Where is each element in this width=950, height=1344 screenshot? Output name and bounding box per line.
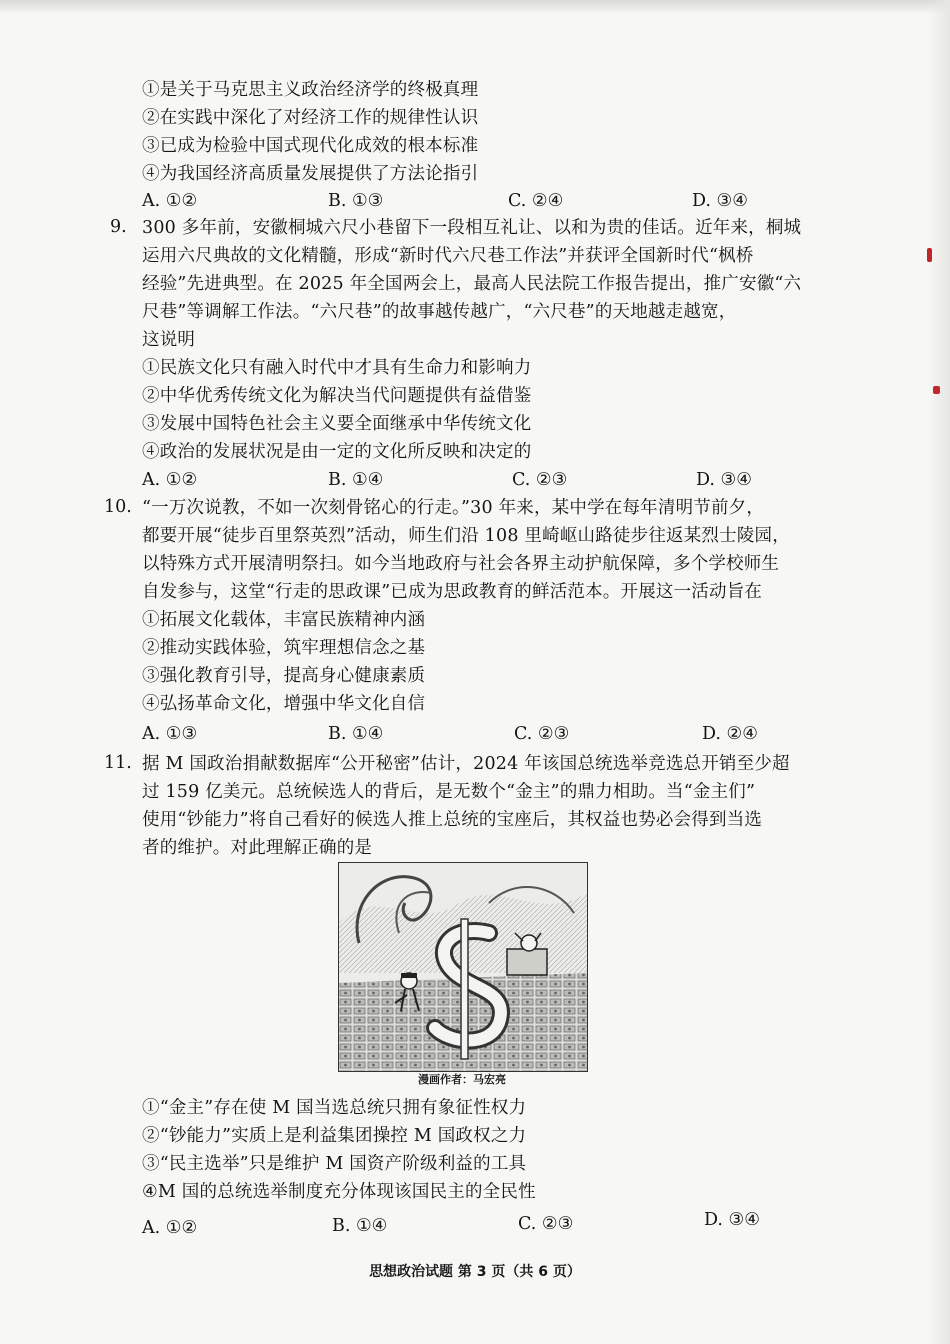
- q10-stem-line-4: 自发参与，这堂“行走的思政课”已成为思政教育的鲜活范本。开展这一活动旨在: [142, 582, 763, 602]
- q11-number: 11.: [104, 753, 132, 773]
- q9-option-4: ④政治的发展状况是由一定的文化所反映和决定的: [142, 442, 532, 462]
- cartoon-caption: 漫画作者：马宏亮: [418, 1073, 506, 1086]
- q9-option-3: ③发展中国特色社会主义要全面继承中华传统文化: [142, 414, 532, 434]
- q10-option-3: ③强化教育引导，提高身心健康素质: [142, 666, 426, 686]
- q8-choice-d[interactable]: D. ③④: [692, 191, 748, 211]
- q11-stem-line-3: 使用“钞能力”将自己看好的候选人推上总统的宝座后，其权益也势必会得到当选: [142, 810, 763, 830]
- scan-red-mark: [927, 248, 932, 262]
- q11-choices: [142, 1210, 792, 1238]
- q10-choice-a[interactable]: A. ①③: [142, 724, 198, 744]
- q11-choice-d[interactable]: D. ③④: [704, 1210, 760, 1230]
- q10-stem-line-3: 以特殊方式开展清明祭扫。如今当地政府与社会各界主动护航保障，多个学校师生: [142, 554, 780, 574]
- q9-option-1: ①民族文化只有融入时代中才具有生命力和影响力: [142, 358, 532, 378]
- scan-top-shadow: [0, 0, 950, 14]
- page-footer: 思想政治试题 第 3 页（共 6 页）: [369, 1264, 581, 1280]
- q8-option-1: ①是关于马克思主义政治经济学的终极真理: [142, 80, 479, 100]
- q8-choices: [142, 187, 792, 215]
- q8-option-3: ③已成为检验中国式现代化成效的根本标准: [142, 136, 479, 156]
- q11-choice-a[interactable]: A. ①②: [142, 1218, 198, 1238]
- q11-choice-c[interactable]: C. ②③: [518, 1214, 574, 1234]
- q10-option-4: ④弘扬革命文化，增强中华文化自信: [142, 694, 426, 714]
- q9-choice-b[interactable]: B. ①④: [328, 470, 384, 490]
- q9-stem-line-2: 运用六尺典故的文化精髓，形成“新时代六尺巷工作法”并获评全国新时代“枫桥: [142, 246, 754, 266]
- q8-option-4: ④为我国经济高质量发展提供了方法论指引: [142, 164, 479, 184]
- q10-option-2: ②推动实践体验，筑牢理想信念之基: [142, 638, 426, 658]
- q9-choice-a[interactable]: A. ①②: [142, 470, 198, 490]
- q10-number: 10.: [104, 497, 132, 517]
- scan-right-edge: [928, 0, 950, 1344]
- q11-choice-b[interactable]: B. ①④: [332, 1216, 388, 1236]
- q11-stem-line-1: 据 M 国政治捐献数据库“公开秘密”估计，2024 年该国总统选举竞选总开销至少超: [142, 754, 790, 774]
- q9-stem-line-3: 经验”先进典型。在 2025 年全国两会上，最高人民法院工作报告提出，推广安徽“六: [142, 274, 802, 294]
- q11-option-1: ①“金主”存在使 M 国当选总统只拥有象征性权力: [142, 1098, 527, 1118]
- q8-choice-b[interactable]: B. ①③: [328, 191, 384, 211]
- q8-choice-c[interactable]: C. ②④: [508, 191, 564, 211]
- q9-number: 9.: [110, 217, 127, 237]
- q10-stem-line-1: “一万次说教，不如一次刻骨铭心的行走。”30 年来，某中学在每年清明节前夕，: [142, 498, 765, 518]
- q9-stem-line-1: 300 多年前，安徽桐城六尺小巷留下一段相互礼让、以和为贵的佳话。近年来，桐城: [142, 218, 802, 238]
- cartoon-drawing: [339, 863, 587, 1071]
- q11-stem-line-2: 过 159 亿美元。总统候选人的背后，是无数个“金主”的鼎力相助。当“金主们”: [142, 782, 756, 802]
- cartoon-image: [338, 862, 588, 1072]
- q9-choice-c[interactable]: C. ②③: [512, 470, 568, 490]
- q9-choices: [142, 466, 792, 494]
- q10-choice-b[interactable]: B. ①④: [328, 724, 384, 744]
- q11-option-2: ②“钞能力”实质上是利益集团操控 M 国政权之力: [142, 1126, 527, 1146]
- q9-stem-line-5: 这说明: [142, 330, 196, 350]
- q11-option-3: ③“民主选举”只是维护 M 国资产阶级利益的工具: [142, 1154, 527, 1174]
- q10-stem-line-2: 都要开展“徒步百里祭英烈”活动，师生们沿 108 里崎岖山路徒步往返某烈士陵园，: [142, 526, 790, 546]
- q9-option-2: ②中华优秀传统文化为解决当代问题提供有益借鉴: [142, 386, 532, 406]
- q9-choice-d[interactable]: D. ③④: [696, 470, 752, 490]
- scan-red-mark: [933, 386, 940, 394]
- q10-choice-c[interactable]: C. ②③: [514, 724, 570, 744]
- q10-choices: [142, 720, 792, 748]
- q8-choice-a[interactable]: A. ①②: [142, 191, 198, 211]
- q11-option-4: ④M 国的总统选举制度充分体现该国民主的全民性: [142, 1182, 536, 1202]
- q10-option-1: ①拓展文化载体，丰富民族精神内涵: [142, 610, 426, 630]
- q10-choice-d[interactable]: D. ②④: [702, 724, 758, 744]
- q11-stem-line-4: 者的维护。对此理解正确的是: [142, 838, 373, 858]
- q9-stem-line-4: 尺巷”等调解工作法。“六尺巷”的故事越传越广，“六尺巷”的天地越走越宽，: [142, 302, 737, 322]
- q8-option-2: ②在实践中深化了对经济工作的规律性认识: [142, 108, 479, 128]
